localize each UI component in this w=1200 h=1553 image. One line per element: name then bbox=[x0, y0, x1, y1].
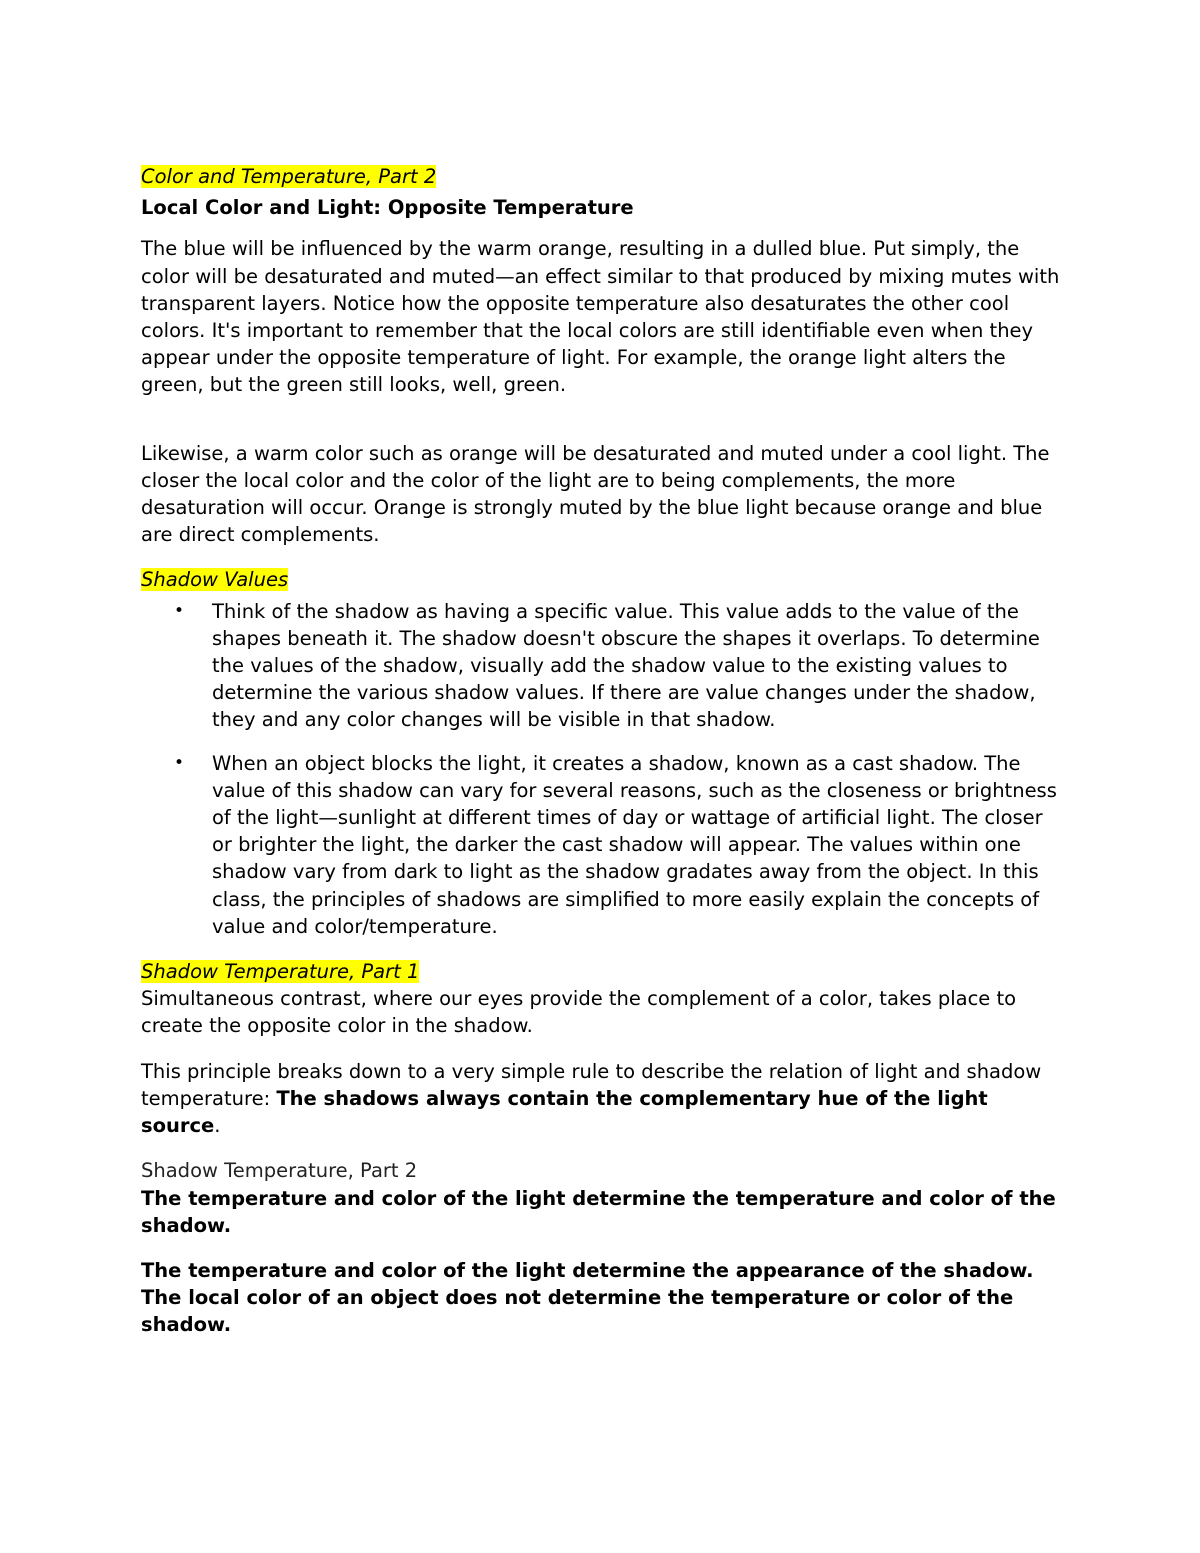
paragraph-warm-color: Likewise, a warm color such as orange will be desaturated and muted under a cool light. The closer the local color and the color of the light are to being complements, the more desaturation will occur. Orange is strongly muted by the blue light because orange and blue are direct complements. bbox=[141, 441, 1050, 547]
section-heading-shadow-temp-1 bbox=[141, 958, 1066, 985]
bullet-icon: • bbox=[174, 752, 185, 773]
list-item bbox=[141, 750, 1066, 940]
list-item-text: When an object blocks the light, it creates a shadow, known as a cast shadow. The value of this shadow can vary for several reasons, such as the closeness or brightness of the light—sunlight at different times of day or wattage of artificial light. The closer or brighter the light, the darker the cast shadow will appear. The values within one shadow vary from dark to light as the shadow gradates away from the object. In this class, the principles of shadows are simplified to more easily explain the concepts of value and color/temperature. bbox=[212, 751, 1057, 938]
section-heading-shadow-temp-2: Shadow Temperature, Part 2 bbox=[141, 1159, 418, 1183]
shadow-values-list bbox=[141, 598, 1066, 940]
document-page bbox=[141, 163, 1066, 1339]
highlighted-heading-text: Shadow Temperature, Part 1 bbox=[141, 960, 420, 984]
paragraph-simultaneous-contrast: Simultaneous contrast, where our eyes provide the complement of a color, takes place to create the opposite color in the shadow. bbox=[141, 987, 1017, 1038]
bold-paragraph-temperature-color: The temperature and color of the light determine the temperature and color of the shadow. bbox=[141, 1186, 1056, 1237]
bullet-icon: • bbox=[174, 600, 185, 621]
list-item bbox=[141, 598, 1066, 734]
paragraph-principle-rule bbox=[141, 1058, 1066, 1140]
section-heading-color-temperature bbox=[141, 163, 1066, 190]
highlighted-heading-text: Color and Temperature, Part 2 bbox=[141, 165, 437, 188]
paragraph-blue-influence: The blue will be influenced by the warm orange, resulting in a dulled blue. Put simply, the color will be desaturated and muted—an effect similar to that produced by mixing mutes with transparent layers. Notice how the opposite temperature also desaturates the other cool colors. It's important to remember that the local colors are still identifiable even when they appear under the opposite temperature of light. For example, the orange light alters the green, but the green still looks, well, green. bbox=[141, 237, 1060, 397]
section-heading-shadow-values bbox=[141, 566, 1066, 593]
highlighted-heading-text: Shadow Values bbox=[141, 568, 289, 592]
subheading-local-color: Local Color and Light: Opposite Temperature bbox=[141, 196, 634, 220]
bold-paragraph-appearance: The temperature and color of the light determine the appearance of the shadow. The local color of an object does not determine the temperature or color of the shadow. bbox=[141, 1258, 1034, 1337]
principle-end-text: . bbox=[214, 1114, 221, 1138]
principle-bold-text: The shadows always contain the complementary hue of the light source bbox=[141, 1086, 988, 1138]
principle-intro-text: This principle breaks down to a very simple rule to describe the relation of light and shadow temperature: bbox=[141, 1059, 1042, 1110]
list-item-text: Think of the shadow as having a specific value. This value adds to the value of the shapes beneath it. The shadow doesn't obscure the shapes it overlaps. To determine the values of the shadow, visually add the shadow value to the existing values to determine the various shadow values. If there are value changes under the shadow, they and any color changes will be visible in that shadow. bbox=[212, 599, 1040, 732]
